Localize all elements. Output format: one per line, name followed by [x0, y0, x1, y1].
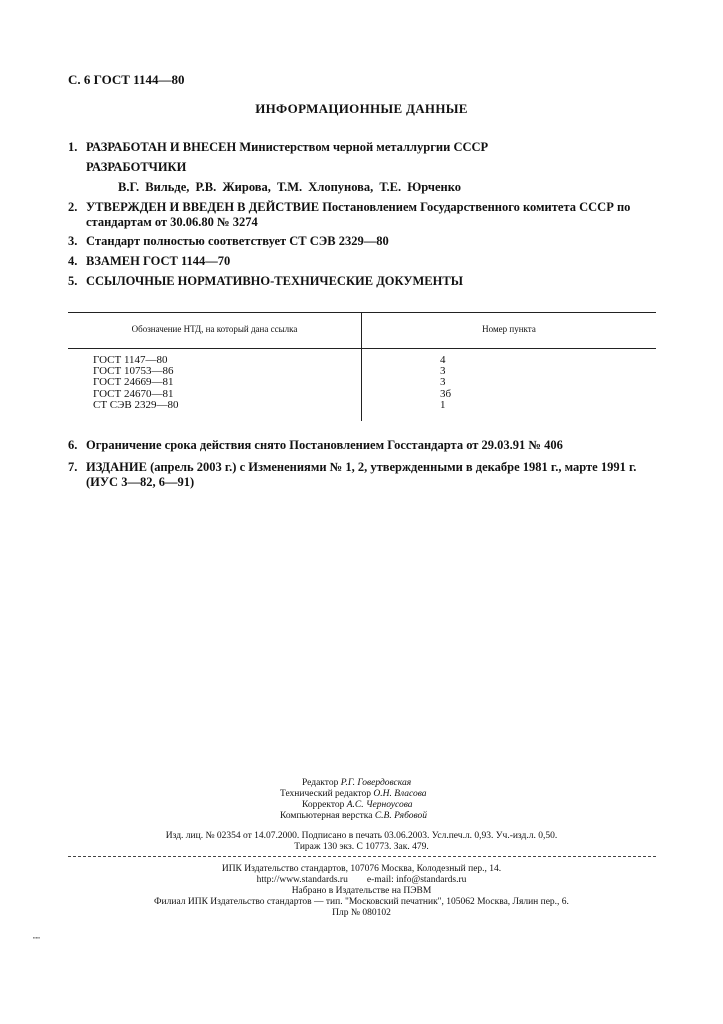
page-header: С. 6 ГОСТ 1144—80	[68, 72, 185, 87]
item-text-continued: (ИУС 3—82, 6—91)	[86, 475, 195, 489]
item-number: 5.	[68, 274, 78, 288]
item-text-continued: стандартам от 30.06.80 № 3274	[86, 215, 258, 229]
page-title: ИНФОРМАЦИОННЫЕ ДАННЫЕ	[255, 101, 468, 116]
table-header-rule	[68, 348, 656, 349]
scan-mark: ▪▪▪▪▪	[33, 935, 41, 940]
table-cell-clause: 1	[440, 398, 446, 411]
printing-house: Филиал ИПК Издательство стандартов — тип. "Московский печатник", 105062 Москва, Лялин пер., 6.	[154, 897, 569, 907]
item-number: 2.	[68, 200, 78, 214]
item-number: 4.	[68, 254, 78, 268]
item-number: 7.	[68, 460, 78, 474]
table-top-rule	[68, 312, 656, 313]
table-cell-document: ГОСТ 10753—86	[93, 365, 174, 378]
item-text: (апрель 2003 г.) с Изменениями № 1, 2, утвержденными в декабре 1981 г., марте 1991 г.	[150, 460, 637, 474]
table-cell-document: ГОСТ 24670—81	[93, 387, 174, 400]
license-number: Плр № 080102	[332, 908, 391, 918]
editor-name: Р.Г. Говердовская	[340, 778, 412, 788]
info-item-5	[68, 274, 463, 289]
tech-editor-name: О.Н. Власова	[373, 789, 427, 799]
item-bold-text: ИЗДАНИЕ	[86, 460, 147, 474]
table-column-documents	[93, 355, 179, 411]
editorial-staff	[280, 778, 427, 822]
developers-heading: РАЗРАБОТЧИКИ	[86, 160, 187, 174]
info-item-3	[68, 234, 389, 249]
table-cell-clause: 3	[440, 376, 446, 389]
table-header-clause: Номер пункта	[482, 324, 536, 334]
publisher-website: http://www.standards.ru	[256, 875, 348, 885]
table-cell-document: ГОСТ 1147—80	[93, 354, 168, 366]
item-number: 6.	[68, 438, 78, 452]
print-details-line-1: Изд. лиц. № 02354 от 14.07.2000. Подписано в печать 03.06.2003. Усл.печ.л. 0,93. Уч.-изд.л. 0,50.	[165, 831, 558, 841]
corrector-label: Корректор	[302, 800, 345, 810]
table-cell-clause: 3б	[440, 387, 452, 400]
info-item-2	[68, 200, 668, 230]
item-bold-text: УТВЕРЖДЕН И ВВЕДЕН В ДЕЙСТВИЕ	[86, 200, 320, 214]
layout-label: Компьютерная верстка	[280, 811, 373, 821]
item-text: Ограничение срока действия снято Постановлением Госстандарта от 29.03.91 № 406	[86, 438, 563, 452]
table-column-clauses	[440, 355, 451, 411]
item-bold-text: ВЗАМЕН ГОСТ 1144—70	[86, 254, 231, 268]
item-bold-text: РАЗРАБОТАН И ВНЕСЕН	[86, 140, 237, 154]
corrector-name: А.С. Черноусова	[346, 800, 413, 810]
item-text: Министерством черной металлургии СССР	[239, 140, 489, 154]
publisher-email: e-mail: info@standards.ru	[366, 875, 467, 885]
item-number: 3.	[68, 234, 78, 248]
tech-editor-label: Технический редактор	[280, 789, 371, 799]
table-header-document: Обозначение НТД, на который дана ссылка	[131, 324, 298, 334]
developers-list: В.Г. Вильде, Р.В. Жирова, Т.М. Хлопунова, Т.Е. Юрченко	[118, 180, 462, 194]
editor-label: Редактор	[302, 778, 339, 788]
item-bold-text: ССЫЛОЧНЫЕ НОРМАТИВНО-ТЕХНИЧЕСКИЕ ДОКУМЕНТЫ	[86, 274, 463, 288]
table-cell-document: СТ СЭВ 2329—80	[93, 398, 179, 411]
layout-name: С.В. Рябовой	[374, 811, 427, 821]
info-item-4	[68, 254, 230, 269]
item-number: 1.	[68, 140, 78, 154]
publisher-contacts	[0, 875, 723, 886]
item-text: Постановлением Государственного комитета СССР по	[322, 200, 631, 214]
info-item-6	[68, 438, 563, 453]
table-cell-document: ГОСТ 24669—81	[93, 376, 174, 389]
print-details-line-2: Тираж 130 экз. С 10773. Зак. 479.	[294, 842, 429, 852]
info-item-7	[68, 460, 668, 490]
info-item-1	[68, 140, 488, 155]
dashed-divider	[68, 856, 656, 857]
table-cell-clause: 3	[440, 365, 446, 378]
item-text: Стандарт полностью соответствует СТ СЭВ 2329—80	[86, 234, 389, 248]
publisher-address: ИПК Издательство стандартов, 107076 Москва, Колодезный пер., 14.	[221, 864, 502, 874]
table-cell-clause: 4	[440, 354, 446, 366]
typeset-note: Набрано в Издательстве на ПЭВМ	[291, 886, 432, 896]
